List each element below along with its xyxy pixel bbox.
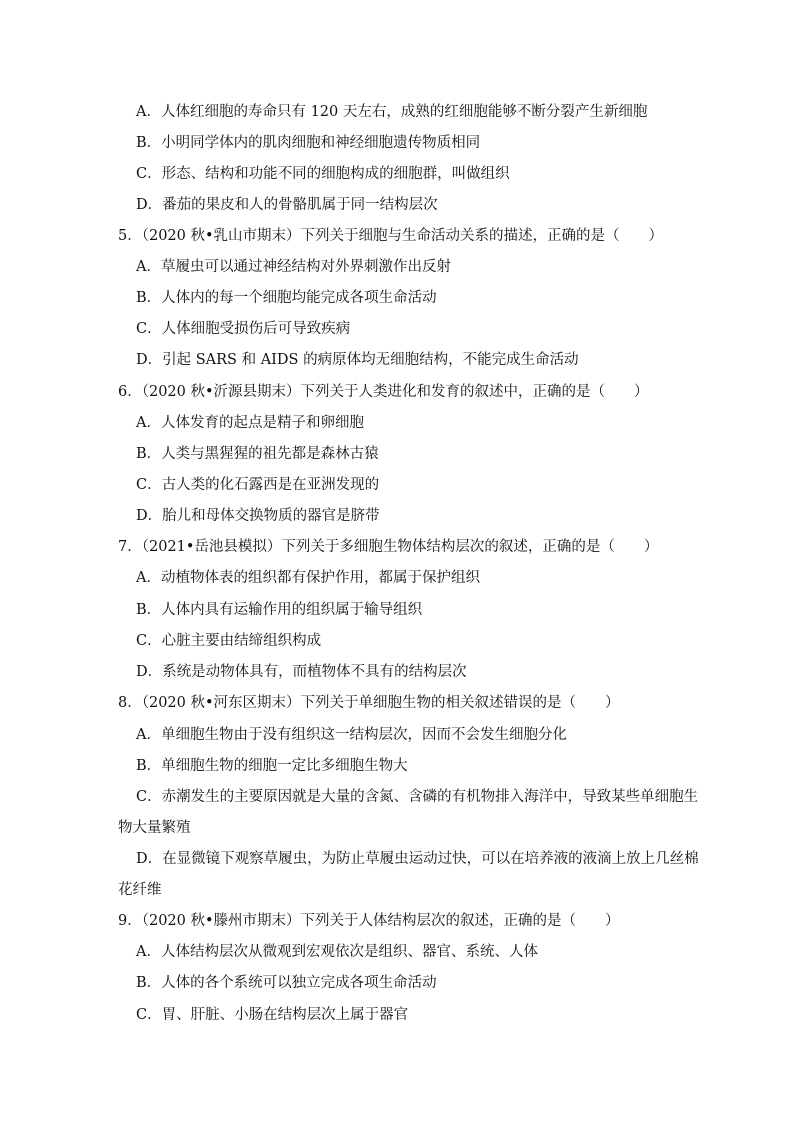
q4-option-a: A．人体红细胞的寿命只有 120 天左右，成熟的红细胞能够不断分裂产生新细胞 [136,104,648,120]
q9-option-c: C．胃、肝脏、小肠在结构层次上属于器官 [136,1007,409,1023]
q7-option-b: B．人体内具有运输作用的组织属于输导组织 [136,602,423,618]
q7-option-c: C．心脏主要由结缔组织构成 [136,633,322,649]
q8-stem: 8．（2020 秋•河东区期末）下列关于单细胞生物的相关叙述错误的是（ ） [118,695,620,711]
q8-option-b: B．单细胞生物的细胞一定比多细胞生物大 [136,758,408,774]
q6-stem: 6．（2020 秋•沂源县期末）下列关于人类进化和发育的叙述中，正确的是（ ） [118,384,649,400]
q9-stem: 9．（2020 秋•滕州市期末）下列关于人体结构层次的叙述，正确的是（ ） [118,913,620,929]
q4-option-c: C．形态、结构和功能不同的细胞构成的细胞群，叫做组织 [136,166,510,182]
q6-option-d: D．胎儿和母体交换物质的器官是脐带 [136,508,380,524]
q8-option-d-line1: D．在显微镜下观察草履虫，为防止草履虫运动过快，可以在培养液的液滴上放上几丝棉 [136,851,699,867]
q7-option-d: D．系统是动物体具有，而植物体不具有的结构层次 [136,664,467,680]
q8-option-c-line1: C．赤潮发生的主要原因就是大量的含氮、含磷的有机物排入海洋中，导致某些单细胞生 [136,789,699,805]
q6-option-b: B．人类与黑猩猩的祖先都是森林古猿 [136,446,379,462]
q8-option-d-line2: 花纤维 [118,882,162,898]
q5-stem: 5．（2020 秋•乳山市期末）下列关于细胞与生命活动关系的描述，正确的是（ ） [118,228,664,244]
q5-option-a: A．草履虫可以通过神经结构对外界刺激作出反射 [136,259,451,275]
q5-option-d: D．引起 SARS 和 AIDS 的病原体均无细胞结构，不能完成生命活动 [136,352,579,368]
q7-option-a: A．动植物体表的组织都有保护作用，都属于保护组织 [136,570,480,586]
q9-option-b: B．人体的各个系统可以独立完成各项生命活动 [136,975,437,991]
q5-option-b: B．人体内的每一个细胞均能完成各项生命活动 [136,290,437,306]
q9-option-a: A．人体结构层次从微观到宏观依次是组织、器官、系统、人体 [136,944,538,960]
q7-stem: 7．（2021•岳池县模拟）下列关于多细胞生物体结构层次的叙述，正确的是（ ） [118,539,659,555]
q4-option-d: D．番茄的果皮和人的骨骼肌属于同一结构层次 [136,197,438,213]
q4-option-b: B．小明同学体内的肌肉细胞和神经细胞遗传物质相同 [136,135,481,151]
q5-option-c: C．人体细胞受损伤后可导致疾病 [136,321,351,337]
q8-option-c-line2: 物大量繁殖 [118,820,191,836]
q6-option-a: A．人体发育的起点是精子和卵细胞 [136,415,364,431]
q6-option-c: C．古人类的化石露西是在亚洲发现的 [136,477,380,493]
q8-option-a: A．单细胞生物由于没有组织这一结构层次，因而不会发生细胞分化 [136,727,567,743]
